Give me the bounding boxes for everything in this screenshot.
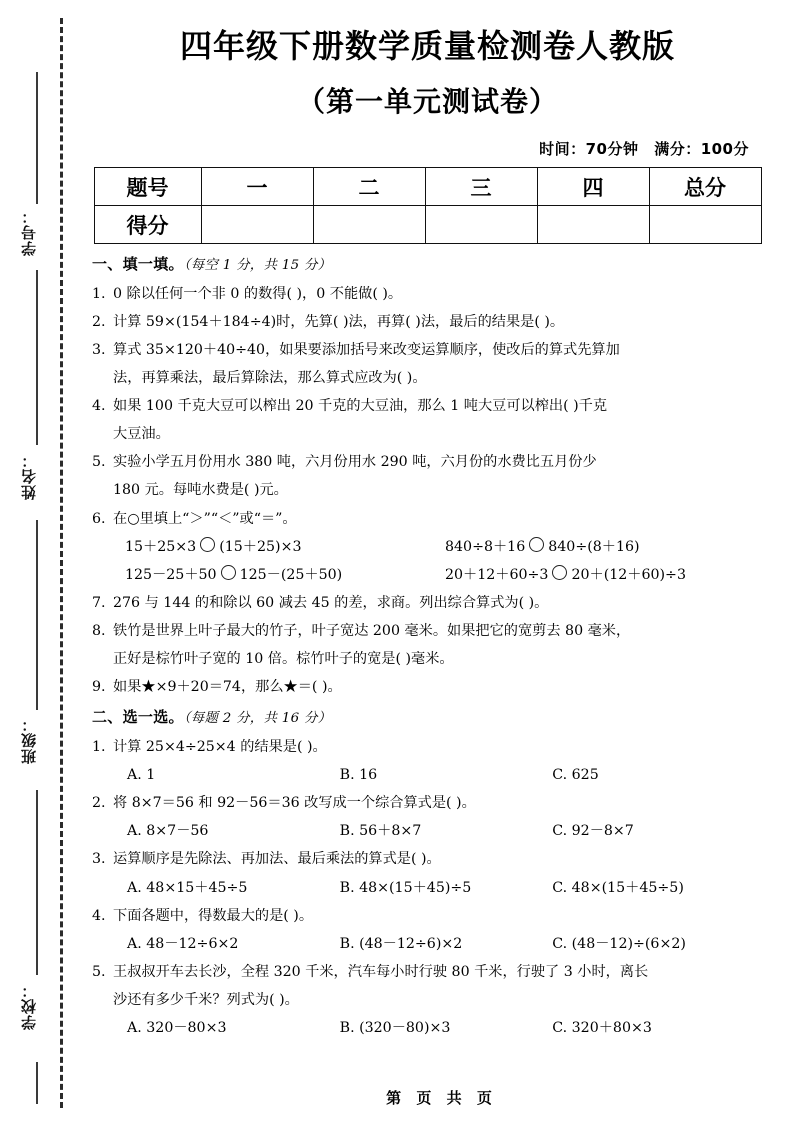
page-footer: 第 页 共 页: [386, 1089, 497, 1107]
comparison-circle-blank[interactable]: [221, 565, 236, 580]
comparison-column-right: [445, 533, 765, 589]
answer-option[interactable]: C. (48－12)÷(6×2): [552, 935, 686, 952]
comparison-circle-blank[interactable]: [200, 537, 215, 552]
section-heading-fill-in: [92, 250, 765, 280]
question-item: [92, 336, 765, 392]
question-number: 5.: [92, 963, 106, 980]
question-item: [92, 617, 765, 673]
answer-option[interactable]: A. 320－80×3: [127, 1020, 227, 1037]
answer-option[interactable]: C. 320＋80×3: [552, 1020, 652, 1037]
question-number: 5.: [92, 454, 106, 471]
answer-option[interactable]: B. (320－80)×3: [339, 1020, 451, 1037]
question-text: 将 8×7＝56 和 92－56＝36 改写成一个综合算式是( )。: [113, 795, 476, 812]
rail-segment-2: [36, 270, 38, 445]
question-number: 8.: [92, 623, 106, 639]
comparison-grid: [113, 533, 765, 589]
score-table-row-label-question: 题号: [94, 168, 201, 206]
score-cell-total[interactable]: [649, 206, 761, 244]
answer-options: [113, 761, 765, 789]
comparison-left-expression: 15＋25×3: [125, 538, 197, 555]
exam-meta: [90, 138, 765, 159]
comparison-expression: [125, 533, 445, 561]
question-number: 6.: [92, 510, 106, 527]
question-text-continued: 180 元。每吨水费是( )元。: [113, 482, 288, 499]
comparison-expression: [445, 533, 765, 561]
question-text: 算式 35×120＋40÷40，如果要添加括号来改变运算顺序，使改后的算式先算加: [113, 341, 620, 358]
section-title: 一、填一填。: [92, 255, 184, 273]
question-item: [92, 505, 765, 589]
exam-sheet: [90, 0, 793, 1122]
question-item: [92, 789, 765, 845]
left-margin-rail: [0, 0, 90, 1122]
question-text-continued: 法，再算乘法，最后算除法，那么算式应改为( )。: [113, 370, 427, 387]
comparison-expression: [125, 561, 445, 589]
question-body: [113, 589, 765, 617]
answer-option[interactable]: A. 8×7－56: [127, 823, 209, 840]
question-item: [92, 733, 765, 789]
question-item: [92, 280, 765, 308]
rail-segment-4: [36, 790, 38, 975]
answer-option[interactable]: A. 48×15＋45÷5: [127, 879, 248, 896]
score-table-header-row: [94, 168, 761, 206]
question-number: 3.: [92, 341, 106, 358]
question-text: 实验小学五月份用水 380 吨，六月份用水 290 吨，六月份的水费比五月份少: [113, 454, 597, 471]
question-item: [92, 448, 765, 504]
question-item: [92, 958, 765, 1042]
comparison-circle-blank[interactable]: [529, 537, 544, 552]
question-text-continued: 沙还有多少千米？列式为( )。: [113, 992, 299, 1008]
time-limit-label: 时间：70分钟: [539, 140, 639, 158]
title-block: [90, 0, 765, 120]
score-table-col-4: 四: [537, 168, 649, 206]
rail-segment-1: [36, 72, 38, 204]
question-text-continued: 大豆油。: [113, 426, 170, 443]
question-text: 276 与 144 的和除以 60 减去 45 的差，求商。列出综合算式为( )。: [113, 594, 549, 611]
score-table-col-total: 总分: [649, 168, 761, 206]
comparison-circle-blank[interactable]: [552, 565, 567, 580]
question-number: 7.: [92, 594, 106, 611]
answer-option[interactable]: C. 92－8×7: [552, 823, 634, 840]
margin-label-name: 姓名：: [20, 452, 38, 500]
page-subtitle: （第一单元测试卷）: [296, 85, 558, 118]
question-body: [113, 789, 765, 845]
question-number: 2.: [92, 795, 106, 812]
comparison-right-expression: 20＋(12＋60)÷3: [571, 566, 686, 583]
page-title: 四年级下册数学质量检测卷人教版: [179, 27, 675, 65]
question-body: [113, 392, 765, 448]
question-body: [113, 280, 765, 308]
score-table-row-label-score: 得分: [94, 206, 201, 244]
question-text-continued: 正好是棕竹叶子宽的 10 倍。棕竹叶子的宽是( )毫米。: [113, 651, 454, 668]
question-number: 2.: [92, 313, 106, 330]
score-cell-3[interactable]: [425, 206, 537, 244]
score-table-col-1: 一: [201, 168, 313, 206]
question-item: [92, 902, 765, 958]
question-text: 铁竹是世界上叶子最大的竹子，叶子宽达 200 毫米。如果把它的宽剪去 80 毫米，: [113, 623, 631, 639]
rail-segment-3: [36, 520, 38, 710]
answer-option[interactable]: B. 16: [339, 767, 378, 784]
section-points: （每题 2 分，共 16 分）: [183, 711, 332, 727]
answer-option[interactable]: C. 625: [552, 767, 599, 784]
section-points: （每空 1 分，共 15 分）: [183, 258, 332, 273]
question-item: [92, 392, 765, 448]
question-number: 3.: [92, 851, 106, 868]
question-text: 运算顺序是先除法、再加法、最后乘法的算式是( )。: [113, 851, 441, 868]
score-table-col-3: 三: [425, 168, 537, 206]
score-table: [94, 167, 762, 244]
question-body: [113, 733, 765, 789]
margin-label-school: 学校：: [20, 982, 38, 1030]
question-body: [113, 308, 765, 336]
section-title: 二、选一选。: [92, 708, 184, 727]
question-body: [113, 958, 765, 1042]
question-body: [113, 617, 765, 673]
question-item: [92, 673, 765, 701]
question-text: 下面各题中，得数最大的是( )。: [113, 907, 314, 924]
question-number: 1.: [92, 739, 106, 756]
question-number: 1.: [92, 285, 106, 302]
exam-content: [90, 250, 765, 1042]
comparison-expression: [445, 561, 765, 589]
question-text: 计算 25×4÷25×4 的结果是( )。: [113, 739, 327, 756]
answer-options: [113, 874, 765, 902]
answer-option[interactable]: C. 48×(15＋45÷5): [552, 879, 684, 896]
answer-options: [113, 817, 765, 845]
answer-options: [113, 1014, 765, 1042]
question-body: [113, 336, 765, 392]
answer-option[interactable]: A. 1: [127, 767, 156, 784]
question-number: 9.: [92, 679, 106, 696]
comparison-right-expression: 840÷(8＋16): [548, 538, 640, 555]
comparison-left-expression: 20＋12＋60÷3: [445, 566, 549, 583]
answer-option[interactable]: A. 48－12÷6×2: [127, 935, 239, 952]
question-number: 4.: [92, 398, 106, 415]
answer-options: [113, 930, 765, 958]
answer-option[interactable]: B. (48－12÷6)×2: [339, 935, 463, 952]
question-number: 4.: [92, 907, 106, 924]
rail-segment-5: [36, 1062, 38, 1104]
comparison-right-expression: 125－(25＋50): [239, 566, 343, 583]
question-text: 如果 100 千克大豆可以榨出 20 千克的大豆油，那么 1 吨大豆可以榨出( )千克: [113, 398, 608, 415]
question-body: [113, 673, 765, 701]
score-cell-1[interactable]: [201, 206, 313, 244]
score-cell-2[interactable]: [313, 206, 425, 244]
question-body: [113, 505, 765, 589]
comparison-left-expression: 125－25＋50: [125, 566, 217, 583]
comparison-right-expression: (15＋25)×3: [219, 538, 302, 555]
section-heading-multiple-choice: [92, 703, 765, 733]
score-table-col-2: 二: [313, 168, 425, 206]
score-cell-4[interactable]: [537, 206, 649, 244]
question-text: 如果★×9＋20＝74，那么★＝( )。: [113, 679, 342, 696]
question-item: [92, 308, 765, 336]
comparison-left-expression: 840÷8＋16: [445, 538, 526, 555]
margin-label-student-id: 学号：: [20, 208, 38, 256]
comparison-column-left: [125, 533, 445, 589]
total-points-label: 满分：100分: [654, 140, 749, 158]
perforation-dashed-line: [60, 18, 63, 1108]
question-body: [113, 448, 765, 504]
question-text: 在○里填上“＞”“＜”或“＝”。: [113, 510, 297, 527]
score-table-value-row: [94, 206, 761, 244]
question-item: [92, 589, 765, 617]
question-text: 计算 59×(154＋184÷4)时，先算( )法，再算( )法，最后的结果是( )。: [113, 313, 565, 330]
question-text: 王叔叔开车去长沙，全程 320 千米，汽车每小时行驶 80 千米，行驶了 3 小时，离长: [113, 963, 649, 980]
question-text: 0 除以任何一个非 0 的数得( )，0 不能做( )。: [113, 285, 403, 302]
answer-option[interactable]: B. 48×(15＋45)÷5: [339, 879, 472, 896]
question-body: [113, 845, 765, 901]
margin-label-class: 班级：: [20, 716, 38, 764]
question-body: [113, 902, 765, 958]
answer-option[interactable]: B. 56＋8×7: [339, 823, 422, 840]
question-item: [92, 845, 765, 901]
